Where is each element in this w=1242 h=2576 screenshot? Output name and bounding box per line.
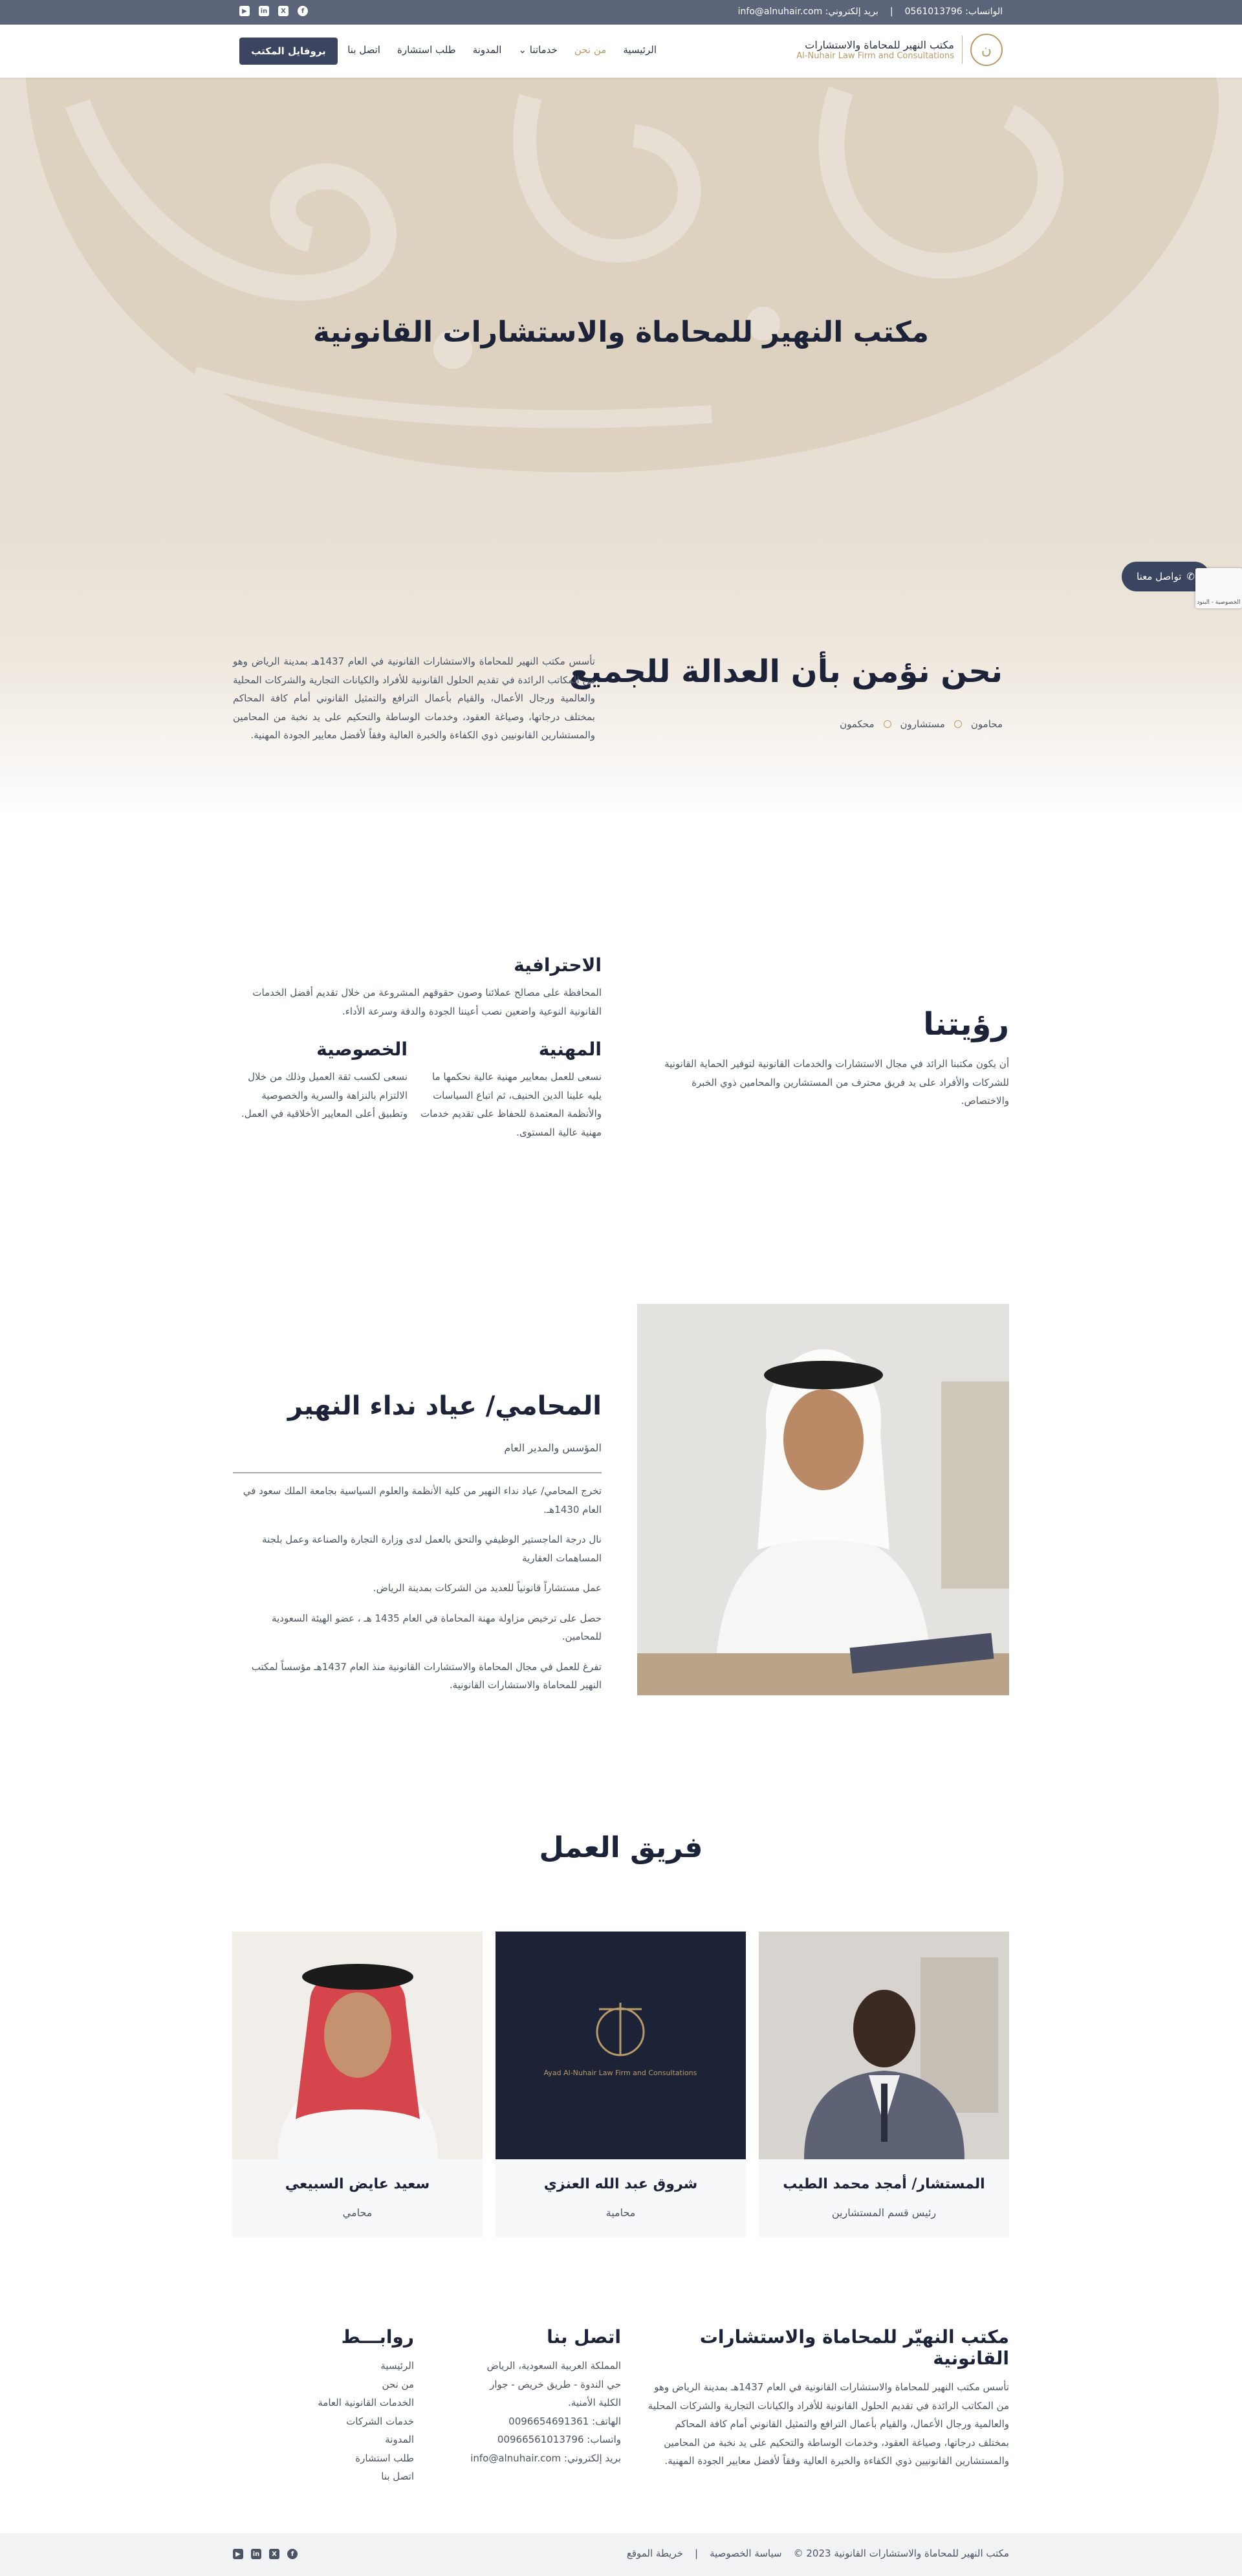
feature-title: الاحترافية xyxy=(514,954,602,976)
footer-link-corporate-services[interactable]: خدمات الشركات xyxy=(346,2415,414,2427)
feature-text: نسعى لكسب ثقة العميل وذلك من خلال الالتزام بالنزاهة والسرية والخصوصية وتطبيق أعلى المعايير الأخلاقية في العمل. xyxy=(241,1071,408,1119)
team-photo xyxy=(759,1932,1009,2159)
top-socials xyxy=(239,6,308,16)
bio-point: تخرج المحامي/ عياد نداء النهير من كلية الأنظمة والعلوم السياسية بجامعة الملك سعود في العام 1430هـ. xyxy=(243,1485,602,1515)
footer-link-general-services[interactable]: الخدمات القانونية العامة xyxy=(318,2397,414,2408)
chat-label: تواصل معنا xyxy=(1137,571,1182,582)
founder-bio xyxy=(233,1482,602,1706)
youtube-icon[interactable]: ▶ xyxy=(233,2549,243,2559)
hero-intro-heading: نحن نؤمن بأن العدالة للجميع xyxy=(569,654,1003,690)
bottom-links xyxy=(627,2548,1009,2559)
youtube-icon[interactable]: ▶ xyxy=(239,6,250,16)
feature-professionality xyxy=(420,1039,602,1141)
hero-tags xyxy=(840,718,1003,730)
tag-arbitrators: محكمون xyxy=(840,718,875,730)
copyright: مكتب النهير للمحاماة والاستشارات القانونية 2023 © xyxy=(793,2548,1009,2559)
footer-contact-heading: اتصل بنا xyxy=(547,2326,621,2348)
footer-about-text: تأسس مكتب النهير للمحاماة والاستشارات القانونية في العام 1437هـ بمدينة الرياض وهو من المكاتب الرائدة في تقديم الحلول القانونية للأفراد والكيانات التجارية والشركات المحلية والعالمية ورجال الأعمال، والقيام بأعمال الترافع والتمثيل القانوني أمام كافة المحاكم بمختلف درجاتها، وصياغة العقود، وخدمات الوساطة والتحكيم على يد نخبة من المحامين والمستشارين القانونيين ذوي الكفاءة والخبرة العالية وفقاً لأفضل معايير الجودة المهنية. xyxy=(648,2381,1009,2467)
bottom-socials xyxy=(233,2549,298,2559)
dot-icon xyxy=(884,720,891,728)
x-icon[interactable]: X xyxy=(269,2549,279,2559)
profile-button[interactable]: بروفايل المكتب xyxy=(239,38,338,65)
member-name: المستشار/ أمجد محمد الطيب xyxy=(783,2176,985,2192)
divider: | xyxy=(695,2548,699,2559)
logo-arabic: مكتب النهير للمحاماة والاستشارات xyxy=(805,39,954,51)
chevron-down-icon: ⌄ xyxy=(518,44,527,56)
hero-intro-text: تأسس مكتب النهير للمحاماة والاستشارات القانونية في العام 1437هـ بمدينة الرياض وهو من المكاتب الرائدة في تقديم الحلول القانونية للأفراد والكيانات التجارية والشركات المحلية والعالمية ورجال الأعمال، والقيام بأعمال الترافع والتمثيل القانوني أمام كافة المحاكم بمختلف درجاتها، وصياغة العقود، وخدمات الوساطة والتحكيم على يد نخبة من المحامين والمستشارين القانونيين ذوي الكفاءة والخبرة العالية وفقاً لأفضل معايير الجودة المهنية. xyxy=(233,655,595,741)
founder-photo xyxy=(637,1304,1009,1695)
nav-home[interactable]: الرئيسية xyxy=(623,44,657,56)
member-name: شروق عبد الله العنزي xyxy=(543,2176,698,2192)
tag-lawyers: محامون xyxy=(970,718,1003,730)
founder-name: المحامي/ عياد نداء النهير xyxy=(287,1391,602,1421)
contact-email[interactable]: بريد إلكتروني: info@alnuhair.com xyxy=(470,2452,621,2464)
footer-links xyxy=(233,2326,414,2486)
logo-emblem-icon: ن xyxy=(970,34,1003,66)
tag-consultants: مستشارون xyxy=(900,718,945,730)
main-nav xyxy=(347,44,657,56)
founder-illustration xyxy=(637,1304,1009,1695)
whatsapp-icon: ✆ xyxy=(1186,571,1195,582)
feature-professionalism xyxy=(233,954,602,1020)
contact-line: حي الندوة - طريق خريص - جوار xyxy=(490,2378,621,2390)
footer-contact xyxy=(440,2326,621,2467)
feature-title: المهنية xyxy=(538,1039,602,1060)
bio-point: تفرغ للعمل في مجال المحاماة والاستشارات القانونية منذ العام 1437هـ مؤسساً لمكتب النهير للمحاماة والاستشارات القانونية. xyxy=(251,1660,602,1691)
bottom-bar xyxy=(0,2533,1242,2576)
site-header xyxy=(0,25,1242,78)
bio-point: نال درجة الماجستير الوظيفي والتحق بالعمل لدى وزارة التجارة والصناعة وعمل بلجنة المساهمات العقارية xyxy=(262,1534,602,1564)
contact-line: الكلية الأمنية. xyxy=(568,2397,621,2408)
footer-link-about[interactable]: من نحن xyxy=(382,2378,414,2390)
hero-title: مكتب النهير للمحاماة والاستشارات القانونية xyxy=(313,316,929,349)
divider xyxy=(233,1472,602,1473)
nav-blog[interactable]: المدونة xyxy=(472,44,502,56)
linkedin-icon[interactable]: in xyxy=(259,6,269,16)
team-card[interactable] xyxy=(232,1932,483,2238)
hero-section xyxy=(0,78,1242,819)
footer-link-contact[interactable]: اتصل بنا xyxy=(381,2471,414,2482)
top-contact xyxy=(738,6,1003,17)
footer-about xyxy=(647,2326,1009,2471)
sitemap-link[interactable]: خريطة الموقع xyxy=(626,2548,683,2559)
member-role: رئيس قسم المستشارين xyxy=(831,2207,937,2219)
founder-title: المؤسس والمدير العام xyxy=(504,1442,602,1454)
card-logo-text: Ayad Al-Nuhair Law Firm and Consultations xyxy=(543,2069,697,2077)
facebook-icon[interactable]: f xyxy=(287,2549,298,2559)
feature-text: المحافظة على مصالح عملائنا وصون حقوقهم المشروعة من خلال تقديم أفضل الخدمات القانونية النوعية واضعين نصب أعيننا الجودة والدقة وسرعة الأداء. xyxy=(252,987,602,1017)
bio-point: حصل على ترخيص مزاولة مهنة المحاماة في العام 1435 هـ ، عضو الهيئة السعودية للمحامين. xyxy=(272,1612,602,1642)
footer-about-heading: مكتب النهيّر للمحاماة والاستشارات القانونية xyxy=(699,2326,1009,2369)
logo-english: Al-Nuhair Law Firm and Consultations xyxy=(796,51,954,61)
nav-services[interactable] xyxy=(518,44,557,56)
divider: | xyxy=(889,6,893,17)
member-role: محامية xyxy=(605,2207,636,2219)
bio-point: عمل مستشاراً قانونياً للعديد من الشركات بمدينة الرياض. xyxy=(373,1582,602,1594)
facebook-icon[interactable]: f xyxy=(298,6,308,16)
recaptcha-label: الخصوصية - البنود xyxy=(1197,599,1241,606)
team-card[interactable] xyxy=(759,1932,1009,2238)
feature-privacy xyxy=(233,1039,408,1123)
contact-line: المملكة العربية السعودية، الرياض xyxy=(486,2360,621,2372)
team-heading: فريق العمل xyxy=(539,1831,703,1864)
footer-links-heading: روابـــط xyxy=(341,2326,414,2348)
nav-services-label: خدماتنا xyxy=(529,44,558,56)
member-name: سعيد عايض السبيعي xyxy=(285,2176,430,2192)
email-text[interactable]: بريد إلكتروني: info@alnuhair.com xyxy=(737,6,878,17)
team-photo xyxy=(496,1932,746,2159)
nav-consultation[interactable]: طلب استشارة xyxy=(397,44,456,56)
logo-separator xyxy=(962,36,963,64)
team-photo xyxy=(232,1932,483,2159)
site-logo[interactable] xyxy=(796,34,1003,66)
footer-link-consultation[interactable]: طلب استشارة xyxy=(355,2452,414,2464)
nav-about[interactable]: من نحن xyxy=(574,44,607,56)
recaptcha-badge[interactable] xyxy=(1195,568,1242,608)
feature-title: الخصوصية xyxy=(316,1039,408,1060)
feature-text: نسعى للعمل بمعايير مهنية عالية نحكمها ما يليه علينا الدين الحنيف، ثم اتباع السياسات والأنظمة المعتمدة للحفاظ على تقديم خدمات مهنية عالية المستوى. xyxy=(420,1071,602,1138)
member-role: محامي xyxy=(342,2207,373,2219)
top-bar xyxy=(0,0,1242,25)
dot-icon xyxy=(954,720,962,728)
contact-phone[interactable]: الهاتف: 0096654691361 xyxy=(508,2415,621,2427)
footer-link-home[interactable]: الرئيسية xyxy=(380,2360,414,2372)
team-card[interactable] xyxy=(496,1932,746,2238)
nav-contact[interactable]: اتصل بنا xyxy=(347,44,380,56)
privacy-link[interactable]: سياسة الخصوصية xyxy=(710,2548,782,2559)
vision-text: أن يكون مكتبنا الرائد في مجال الاستشارات والخدمات القانونية لتوفير الحماية القانونية للشركات والأفراد على يد فريق محترف من المستشارين والمحامين ذوي الخبرة والاختصاص. xyxy=(664,1058,1009,1106)
whatsapp-text[interactable]: الواتساب: 0561013796 xyxy=(904,6,1003,17)
footer-link-blog[interactable]: المدونة xyxy=(385,2434,414,2445)
linkedin-icon[interactable]: in xyxy=(251,2549,261,2559)
x-icon[interactable]: X xyxy=(278,6,289,16)
contact-whatsapp[interactable]: واتساب: 00966561013796 xyxy=(497,2434,621,2445)
vision-heading: رؤيتنا xyxy=(923,1006,1009,1042)
